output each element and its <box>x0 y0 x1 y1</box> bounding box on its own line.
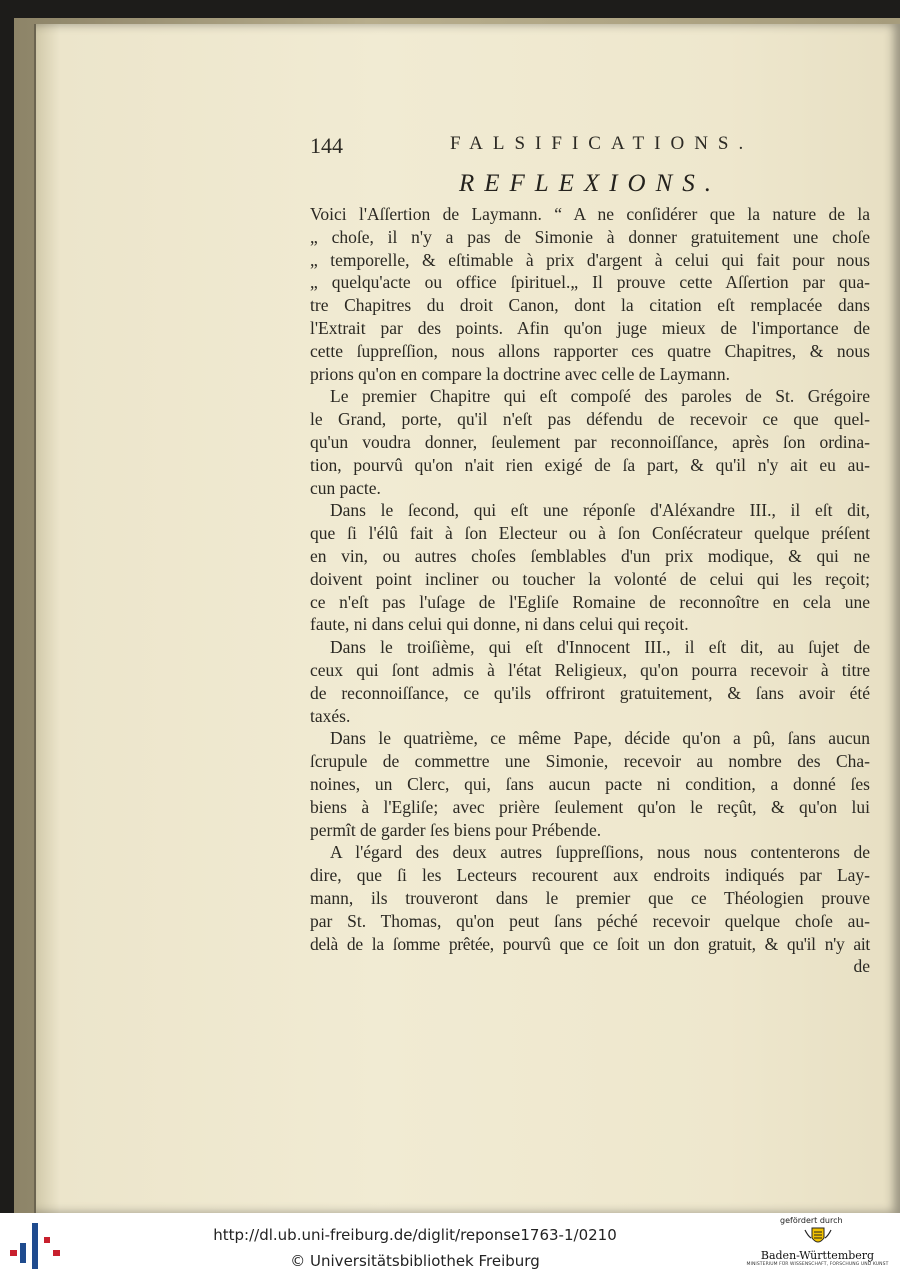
text-line: dire, que ſi les Lecteurs recourent aux endroits indiqués par Lay- <box>310 865 870 886</box>
text-line: biens à l'Egliſe; avec prière ſeulement qu'on le reçût, & qu'on lui <box>310 796 870 817</box>
text-line: Dans le ſecond, qui eſt une réponſe d'Aléxandre III., il eſt dit, <box>330 500 870 521</box>
text-line: delà de la ſomme prêtée, pourvû que ce ſoit un don gratuit, & qu'il n'y ait <box>310 933 870 954</box>
text-line: Dans le troiſième, qui eſt d'Innocent III., il eſt dit, au ſujet de <box>330 637 870 658</box>
running-head: FALSIFICATIONS. <box>450 133 754 154</box>
text-line: taxés. <box>310 705 351 726</box>
text-line: prions qu'on en compare la doctrine avec celle de Laymann. <box>310 363 731 384</box>
text-line: doivent point incliner ou toucher la volonté de celui qui les reçoit; <box>310 568 870 589</box>
text-line: que ſi l'élû fait à ſon Electeur ou à ſon Conſécrateur quelque préſent <box>310 523 870 544</box>
library-logo-icon <box>10 1223 60 1269</box>
text-line: permît de garder ſes biens pour Prébende. <box>310 819 602 840</box>
text-line: Voici l'Aſſertion de Laymann. “ A ne conſidérer que la nature de la <box>310 204 870 224</box>
text-line: par St. Thomas, qu'on peut ſans péché recevoir quelque choſe au- <box>310 910 870 931</box>
text-line: l'Extrait par des points. Afin qu'on juge mieux de l'importance de <box>310 317 870 338</box>
sponsor-name: Baden-Württemberg <box>760 1249 875 1262</box>
text-line: „ choſe, il n'y a pas de Simonie à donner gratuitement une choſe <box>310 226 870 247</box>
body-text <box>310 203 870 978</box>
permalink-url[interactable]: http://dl.ub.uni-freiburg.de/diglit/reponse1763-1/0210 <box>213 1226 617 1244</box>
text-line: de reconnoiſſance, ce qu'ils offriront gratuitement, & ſans avoir été <box>310 682 870 703</box>
coat-of-arms-icon <box>803 1226 833 1248</box>
text-line: mann, ils trouveront dans le premier que ce Théologien prouve <box>310 887 870 908</box>
text-line: ceux qui ſont admis à l'état Religieux, qu'on pourra recevoir à titre <box>310 659 870 680</box>
text-line: „ quelqu'acte ou office ſpirituel.„ Il prouve cette Aſſertion par qua- <box>310 272 870 293</box>
sponsor-block <box>740 1216 895 1274</box>
text-line: faute, ni dans celui qui donne, ni dans celui qui reçoit. <box>310 614 689 635</box>
page-header <box>310 133 870 163</box>
text-line: tre Chapitres du droit Canon, dont la citation eſt remplacée dans <box>310 295 870 316</box>
text-line: ce n'eſt pas l'uſage de l'Egliſe Romaine de reconnoître en cela une <box>310 591 870 612</box>
text-line: Dans le quatrième, ce même Pape, décide qu'on a pû, ſans aucun <box>330 728 870 749</box>
sponsor-caption: gefördert durch <box>780 1216 843 1225</box>
text-line: le Grand, porte, qu'il n'eſt pas défendu de recevoir ce que quel- <box>310 409 870 430</box>
copyright-text: © Universitätsbibliothek Freiburg <box>290 1252 540 1270</box>
text-line: cun pacte. <box>310 477 381 498</box>
catchword: de <box>853 956 870 977</box>
text-line: A l'égard des deux autres ſuppreſſions, nous nous contenterons de <box>330 842 870 863</box>
text-line: noines, un Clerc, qui, ſans aucun pacte ni condition, a donné ſes <box>310 773 870 794</box>
page-edge <box>34 24 36 1213</box>
text-line: „ temporelle, & eſtimable à prix d'argent à celui qui fait pour nous <box>310 249 870 270</box>
text-line: cette ſuppreſſion, nous allons rapporter ces quatre Chapitres, & nous <box>310 340 870 361</box>
text-line: qu'un voudra donner, ſeulement par reconnoiſſance, après ſon ordina- <box>310 431 870 452</box>
text-line: en vin, ou autres choſes ſemblables d'un prix modique, & qui ne <box>310 545 870 566</box>
section-title: REFLEXIONS. <box>458 170 722 197</box>
sponsor-ministry: MINISTERIUM FÜR WISSENSCHAFT, FORSCHUNG UND KUNST <box>746 1262 889 1267</box>
text-line: ſcrupule de commettre une Simonie, recevoir au nombre des Cha- <box>310 751 870 772</box>
footer-bar <box>0 1213 900 1277</box>
text-line: tion, pourvû qu'on n'ait rien exigé de ſa part, & qu'il n'y ait eu au- <box>310 454 870 475</box>
page-number: 144 <box>310 133 343 158</box>
text-line: Le premier Chapitre qui eſt compoſé des paroles de St. Grégoire <box>330 386 870 407</box>
